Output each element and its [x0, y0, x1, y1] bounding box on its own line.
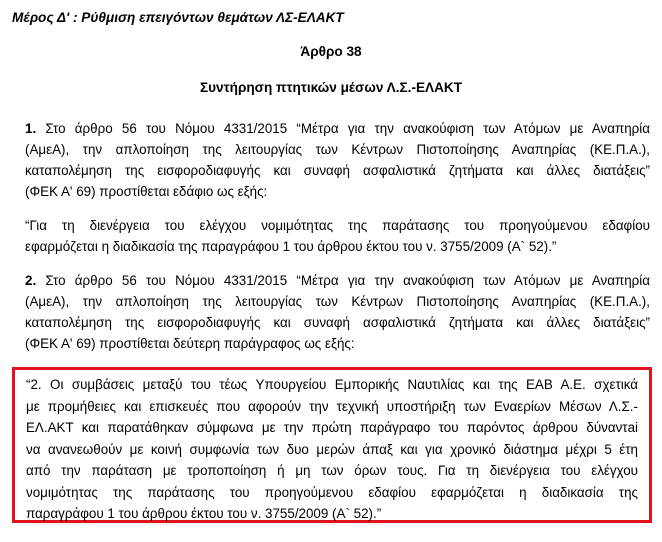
quote-2-line: παραγράφου 1 του άρθρου έκτου του ν. 3755/2009 (Α` 52).”: [26, 506, 382, 521]
quote-1-line: “Για τη διενέργεια του ελέγχου νομιμότητας της παράτασης του προηγούμενου εδαφίου: [25, 218, 650, 233]
quote-1-line: εφαρμόζεται η διαδικασία της παραγράφου 1 του άρθρου έκτου του ν. 3755/2009 (Α` 52).”: [25, 239, 557, 254]
quote-2-line: “2. Οι συμβάσεις μεταξύ του τέως Υπουργείου Εμπορικής Ναυτιλίας και της ΕΑΒ Α.Ε. σχετικά: [26, 377, 638, 392]
paragraph-1-line: (ΑμεΑ), την απλοποίηση της λειτουργίας των Κέντρων Πιστοποίησης Αναπηρίας (ΚΕ.Π.Α.),: [25, 142, 650, 157]
paragraph-1: [25, 118, 650, 202]
paragraph-1-line-text: Στο άρθρο 56 του Νόμου 4331/2015 “Μέτρα για την ανακούφιση των Ατόμων με Αναπηρία: [45, 121, 650, 136]
paragraph-2-line: (ΦΕΚ Α' 69) προστίθεται δεύτερη παράγραφος ως εξής:: [25, 336, 355, 351]
article-number: Άρθρο 38: [300, 44, 362, 59]
paragraph-2: [25, 270, 650, 354]
quote-2-line: με προμήθειες και επισκευές που αφορούν την τεχνική υποστήριξη των Εναερίων Μέσων Λ.Σ.-: [26, 398, 638, 414]
quote-1: [25, 215, 650, 257]
quote-2-line: να ανανεωθούν με κοινή συμφωνία των δυο μερών άπαξ και για χρονικό διάστημα μέχρι 5 έτη: [26, 441, 638, 457]
part-title: Μέρος Δ' : Ρύθμιση επειγόντων θεμάτων ΛΣ-ΕΛΑΚΤ: [12, 10, 344, 25]
paragraph-2-line: καταπολέμηση της εισφοροδιαφυγής και συναφή ασφαλιστικά ζητήματα και άλλες διατάξεις”: [25, 315, 650, 330]
paragraph-1-line: (ΦΕΚ Α' 69) προστίθεται εδάφιο ως εξής:: [25, 184, 268, 199]
quote-2-line: νομιμότητας της παράτασης του προηγούμενου εδαφίου εφαρμόζεται η διαδικασία της: [26, 484, 638, 500]
paragraph-1-number: 1.: [25, 121, 37, 136]
quote-2-line: από την παράταση με τροποποίηση ή μη των όρων τους. Για τη διενέργεια του ελέγχου: [26, 463, 638, 478]
highlighted-quote-box: [12, 367, 652, 523]
paragraph-2-line: [25, 270, 650, 291]
paragraph-2-line-text: Στο άρθρο 56 του Νόμου 4331/2015 “Μέτρα για την ανακούφιση των Ατόμων με Αναπηρία: [45, 273, 650, 288]
paragraph-2-number: 2.: [25, 273, 37, 288]
paragraph-2-line: (ΑμεΑ), την απλοποίηση της λειτουργίας των Κέντρων Πιστοποίησης Αναπηρίας (ΚΕ.Π.Α.),: [25, 294, 650, 309]
quote-2: [26, 374, 638, 525]
paragraph-1-line: [25, 118, 650, 139]
article-title: Συντήρηση πτητικών μέσων Λ.Σ.-ΕΛΑΚΤ: [199, 80, 463, 95]
quote-2-line: ΕΛ.ΑΚΤ και παρατάθηκαν σύμφωνα με την πρώτη παράγραφο του παρόντος άρθρου δύναντai: [26, 420, 638, 435]
paragraph-1-line: καταπολέμηση της εισφοροδιαφυγής και συναφή ασφαλιστικά ζητήματα και άλλες διατάξεις”: [25, 163, 650, 178]
